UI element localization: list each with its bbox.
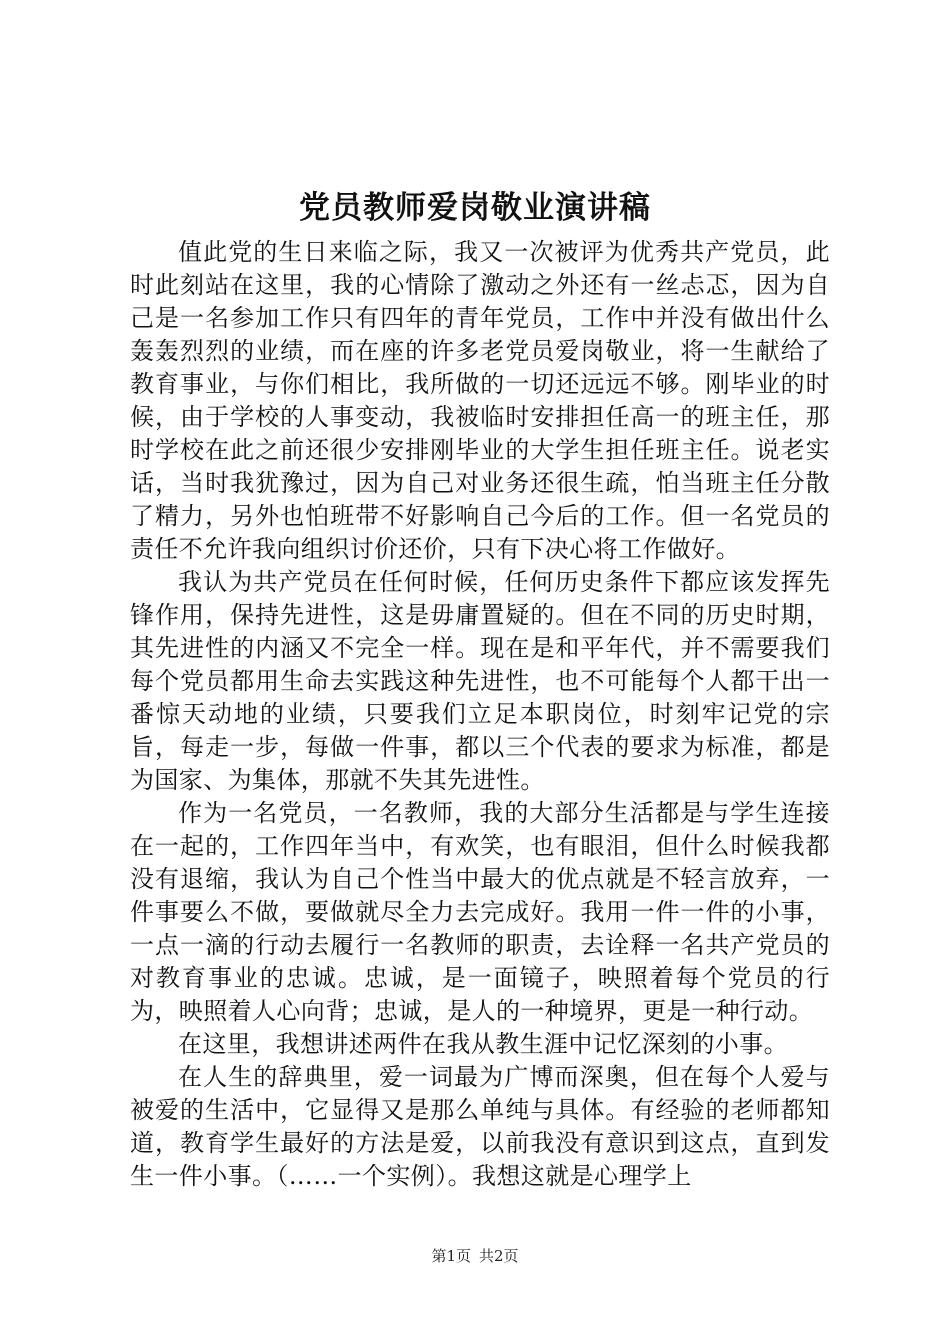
- paragraph: 我认为共产党员在任何时候，任何历史条件下都应该发挥先锋作用，保持先进性，这是毋庸置疑的。但在不同的历史时期，其先进性的内涵又不完全一样。现在是和平年代，并不需要我们每个党员都用生命去实践这种先进性，也不可能每个人都干出一番惊天动地的业绩，只要我们立足本职岗位，时刻牢记党的宗旨，每走一步，每做一件事，都以三个代表的要求为标准，都是为国家、为集体，那就不失其先进性。: [130, 568, 830, 794]
- paragraph: 作为一名党员，一名教师，我的大部分生活都是与学生连接在一起的，工作四年当中，有欢笑，也有眼泪，但什么时候我都没有退缩，我认为自己个性当中最大的优点就是不轻言放弃，一件事要么不做，要做就尽全力去完成好。我用一件一件的小事，一点一滴的行动去履行一名教师的职责，去诠释一名共产党员的对教育事业的忠诚。忠诚，是一面镜子，映照着每个党员的行为，映照着人心向背；忠诚，是人的一种境界，更是一种行动。: [130, 799, 830, 1025]
- page-number: 第1页: [431, 1247, 471, 1265]
- paragraph: 值此党的生日来临之际，我又一次被评为优秀共产党员，此时此刻站在这里，我的心情除了激动之外还有一丝忐忑，因为自己是一名参加工作只有四年的青年党员，工作中并没有做出什么轰轰烈烈的业绩，而在座的许多老党员爱岗敬业，将一生献给了教育事业，与你们相比，我所做的一切还远远不够。刚毕业的时候，由于学校的人事变动，我被临时安排担任高一的班主任，那时学校在此之前还很少安排刚毕业的大学生担任班主任。说老实话，当时我犹豫过，因为自己对业务还很生疏，怕当班主任分散了精力，另外也怕班带不好影响自己今后的工作。但一名党员的责任不允许我向组织讨价还价，只有下决心将工作做好。: [130, 238, 830, 563]
- page-total: 共2页: [479, 1247, 519, 1265]
- paragraph: 在这里，我想讲述两件在我从教生涯中记忆深刻的小事。: [178, 1030, 788, 1058]
- document-body: [130, 236, 830, 1193]
- paragraph: 在人生的辞典里，爱一词最为广博而深奥，但在每个人爱与被爱的生活中，它显得又是那么单纯与具体。有经验的老师都知道，教育学生最好的方法是爱，以前我没有意识到这点，直到发生一件小事。（……一个实例）。我想这就是心理学上: [130, 1063, 830, 1190]
- page-footer: [0, 1246, 950, 1266]
- page-title: 党员教师爱岗敬业演讲稿: [299, 190, 651, 226]
